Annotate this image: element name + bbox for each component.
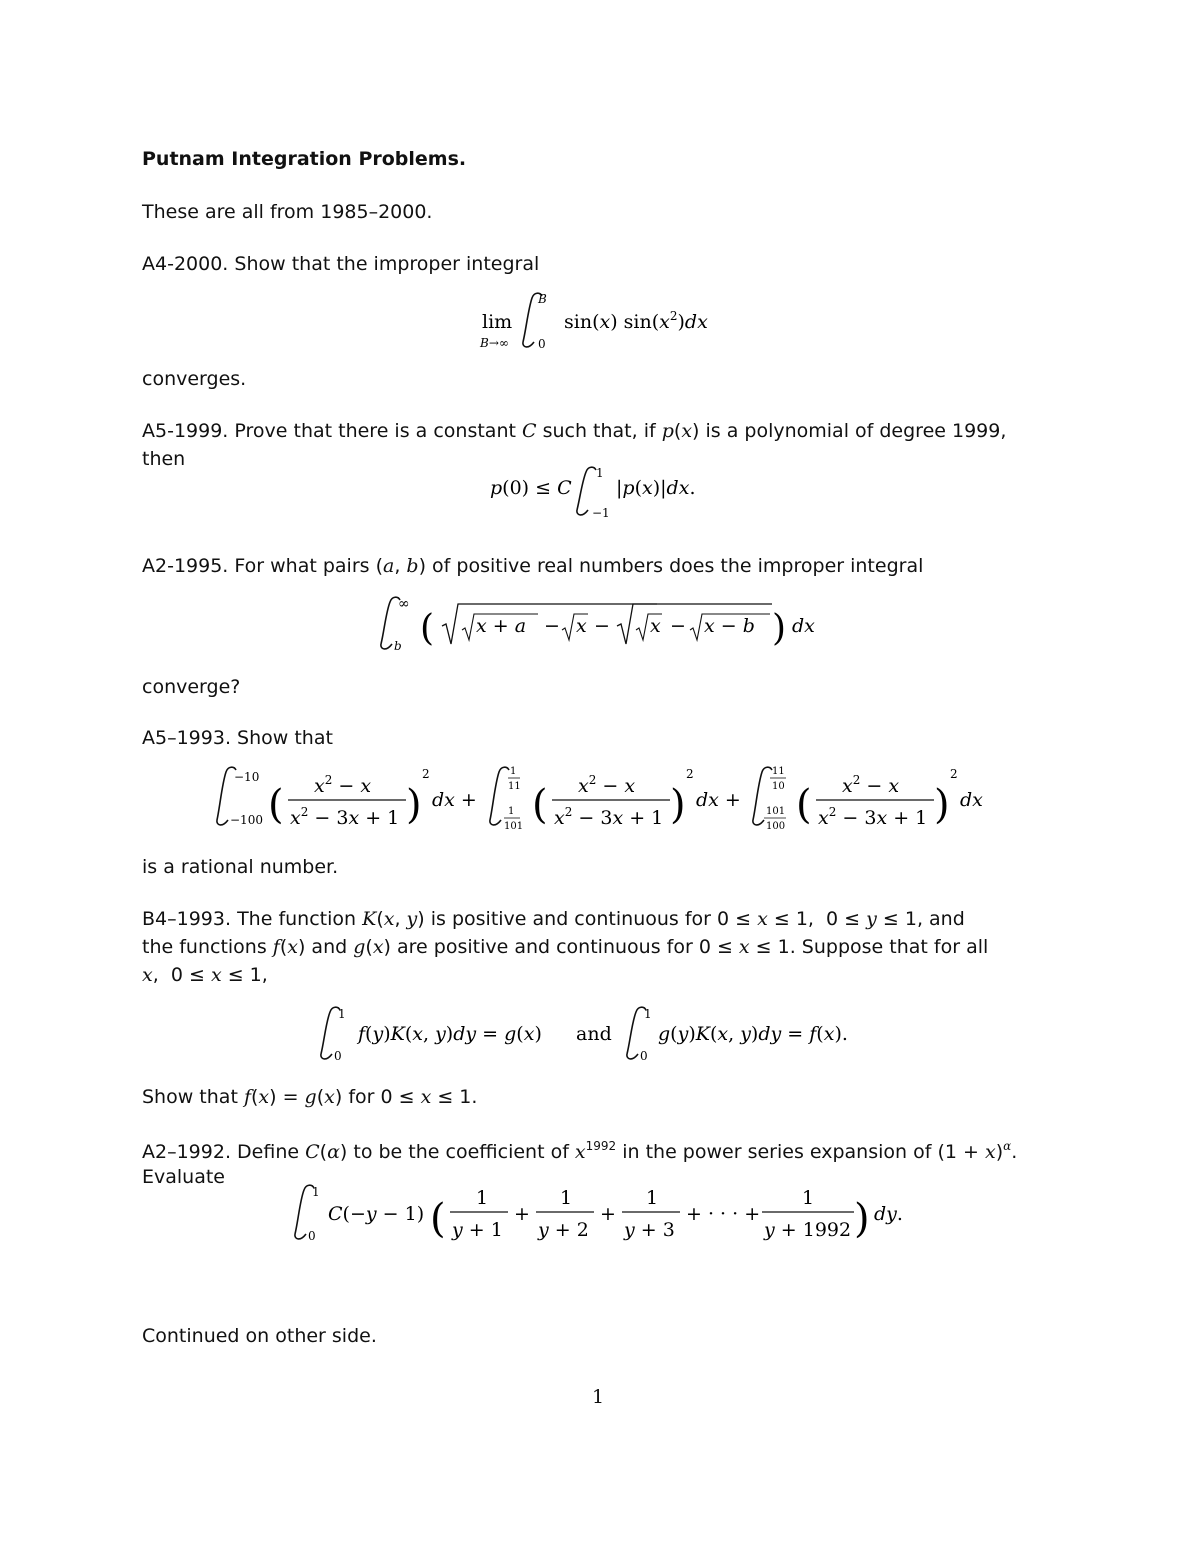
problem-text: of positive real numbers does the improper integral xyxy=(426,555,924,577)
problem-a5-1993-statement xyxy=(142,729,333,748)
problem-a2-1992-line1: A2–1992. Define C(α) to be the coefficient of $x^{1992}$ in the power series expansion of $(1 + x)^\alpha$. xyxy=(142,1139,1018,1163)
svg-text:1: 1 xyxy=(560,1187,573,1209)
svg-text:0: 0 xyxy=(538,337,546,351)
svg-text:x: x xyxy=(576,615,587,637)
problem-text: to be the coefficient of xyxy=(347,1141,575,1163)
svg-text:1: 1 xyxy=(510,766,517,777)
svg-text:C(−y − 1): C(−y − 1) xyxy=(328,1203,425,1225)
svg-text:x2 − 3x + 1: $x^2 - 3x + 1$ xyxy=(290,805,400,829)
svg-text:x: x xyxy=(650,615,661,637)
svg-text:−: − xyxy=(544,615,560,637)
svg-text:dy.: dy. xyxy=(874,1203,903,1225)
problem-b4-1993-line3: x, 0 ≤ x ≤ 1, xyxy=(142,964,268,986)
svg-text:sin(x) sin(x2)dx: sin(x) $\sin(x^2)dx$ xyxy=(564,309,708,333)
problem-text: Show that xyxy=(237,727,333,749)
svg-text:11: 11 xyxy=(508,781,521,792)
svg-text:0: 0 xyxy=(308,1229,316,1243)
problem-a5-1993-after: is a rational number. xyxy=(142,856,339,878)
svg-text:11: 11 xyxy=(772,766,785,777)
svg-text:(: ( xyxy=(532,782,548,828)
svg-text:1: 1 xyxy=(508,806,515,817)
svg-text:(: ( xyxy=(430,1196,446,1242)
problem-label: A2-1995. xyxy=(142,555,229,577)
svg-text:x2 − x: $x^2 - x$ xyxy=(578,773,636,797)
svg-text:): ) xyxy=(670,782,686,828)
problem-label: A5-1999. xyxy=(142,420,229,442)
problem-text: is a polynomial of degree 1999, xyxy=(699,420,1007,442)
problem-a5-1999-statement: A5-1999. Prove that there is a constant C such that, if p(x) is a polynomial of degree 1999, xyxy=(142,420,1007,442)
svg-text:y + 3: y + 3 xyxy=(624,1219,675,1241)
problem-a4-2000-after: converges. xyxy=(142,368,247,390)
problem-text: Show that the improper integral xyxy=(234,253,540,275)
problem-a5-1999-then: then xyxy=(142,448,186,470)
svg-text:B: B xyxy=(538,292,547,306)
svg-text:10: 10 xyxy=(772,781,785,792)
svg-text:1: 1 xyxy=(312,1185,320,1199)
svg-text:x − b: x − b xyxy=(704,615,755,637)
svg-text:B→∞: B→∞ xyxy=(480,336,509,350)
problem-text: in the power series expansion of xyxy=(616,1141,938,1163)
problem-label: B4–1993. xyxy=(142,908,232,930)
svg-text:): ) xyxy=(854,1196,870,1242)
problem-text: and xyxy=(305,936,354,958)
svg-text:−100: −100 xyxy=(230,813,263,827)
problem-label: A4-2000. xyxy=(142,253,229,275)
svg-text:+: + xyxy=(514,1203,530,1225)
svg-text:1: 1 xyxy=(338,1007,346,1021)
svg-text:dx +: dx + xyxy=(432,789,477,811)
problem-text: Show that xyxy=(142,1086,244,1108)
svg-text:101: 101 xyxy=(766,806,786,817)
svg-text:1: 1 xyxy=(596,466,604,480)
document-title: Putnam Integration Problems. xyxy=(142,148,467,170)
svg-text:1: 1 xyxy=(476,1187,489,1209)
svg-text:1: 1 xyxy=(802,1187,815,1209)
svg-text:∞: ∞ xyxy=(398,596,410,612)
svg-text:|p(x)|dx.: |p(x)|dx. xyxy=(616,477,696,499)
svg-text:2: 2 xyxy=(686,767,694,781)
svg-text:2: 2 xyxy=(950,767,958,781)
equation-a4-2000 xyxy=(470,290,750,360)
svg-text:): ) xyxy=(772,608,787,649)
svg-text:+ · · · +: + · · · + xyxy=(686,1203,761,1225)
svg-text:x2 − 3x + 1: $x^2 - 3x + 1$ xyxy=(554,805,664,829)
svg-text:f(y)K(x, y)dy = g(x): f(y)K(x, y)dy = g(x) xyxy=(358,1023,542,1045)
problem-text: . Suppose that for all xyxy=(789,936,989,958)
svg-text:dx +: dx + xyxy=(696,789,741,811)
intro-text: These are all from 1985–2000. xyxy=(142,201,433,223)
continued-note: Continued on other side. xyxy=(142,1325,377,1347)
problem-a2-1995-after: converge? xyxy=(142,676,241,698)
problem-b4-1993-line2: the functions f(x) and g(x) are positive and continuous for 0 ≤ x ≤ 1. Suppose that for all xyxy=(142,936,989,958)
problem-a2-1992-line2: Evaluate xyxy=(142,1166,225,1188)
svg-text:+: + xyxy=(600,1203,616,1225)
svg-text:(: ( xyxy=(268,782,284,828)
problem-b4-1993-line1: B4–1993. The function K(x, y) is positive and continuous for 0 ≤ x ≤ 1, 0 ≤ y ≤ 1, and xyxy=(142,908,965,930)
svg-text:y + 2: y + 2 xyxy=(538,1219,589,1241)
problem-text: The function xyxy=(237,908,363,930)
problem-label: A5–1993. xyxy=(142,727,231,749)
svg-text:2: 2 xyxy=(422,767,430,781)
problem-text: for xyxy=(342,1086,381,1108)
problem-label: A2–1992. xyxy=(142,1141,231,1163)
svg-text:): ) xyxy=(406,782,422,828)
svg-text:g(y)K(x, y)dy = f(x).: g(y)K(x, y)dy = f(x). xyxy=(658,1023,848,1045)
problem-a4-2000-statement xyxy=(142,255,539,274)
equation-b4-1993 xyxy=(316,1006,896,1066)
svg-text:p(0) ≤ C: p(0) ≤ C xyxy=(490,477,572,499)
svg-text:100: 100 xyxy=(766,821,786,832)
problem-text: are positive and continuous for xyxy=(390,936,699,958)
problem-text: such that, if xyxy=(536,420,662,442)
svg-text:dx: dx xyxy=(792,615,815,637)
page-number: 1 xyxy=(592,1386,605,1408)
problem-text: the functions xyxy=(142,936,273,958)
svg-text:y + 1: y + 1 xyxy=(452,1219,503,1241)
svg-text:1: 1 xyxy=(646,1187,659,1209)
svg-text:x2 − x: $x^2 - x$ xyxy=(842,773,900,797)
svg-text:−10: −10 xyxy=(234,770,260,784)
svg-text:101: 101 xyxy=(504,821,524,832)
problem-text: For what pairs xyxy=(234,555,376,577)
svg-text:−: − xyxy=(670,615,686,637)
svg-text:): ) xyxy=(934,782,950,828)
equation-a5-1999 xyxy=(480,466,740,522)
equation-a2-1992 xyxy=(290,1182,930,1248)
and-word: and xyxy=(576,1023,612,1045)
svg-text:−1: −1 xyxy=(592,506,610,520)
problem-text: is positive and continuous for xyxy=(424,908,718,930)
svg-text:−: − xyxy=(594,615,610,637)
svg-text:(: ( xyxy=(796,782,812,828)
svg-text:0: 0 xyxy=(334,1049,342,1063)
problem-text: Define xyxy=(237,1141,306,1163)
problem-a2-1995-statement: A2-1995. For what pairs (a, b) of positive real numbers does the improper integral xyxy=(142,555,924,577)
problem-b4-1993-after: Show that f(x) = g(x) for 0 ≤ x ≤ 1. xyxy=(142,1086,478,1108)
svg-text:b: b xyxy=(394,639,402,653)
svg-text:lim: lim xyxy=(482,311,513,333)
equation-a2-1995 xyxy=(372,594,832,660)
svg-text:(: ( xyxy=(420,608,435,649)
problem-text: , xyxy=(152,964,159,986)
problem-text: Prove that there is a constant xyxy=(234,420,522,442)
svg-text:x2 − x: $x^2 - x$ xyxy=(314,773,372,797)
svg-text:x + a: x + a xyxy=(476,615,527,637)
svg-text:0: 0 xyxy=(640,1049,648,1063)
equation-a5-1993 xyxy=(206,760,996,840)
svg-text:y + 1992: y + 1992 xyxy=(764,1219,852,1241)
svg-text:dx: dx xyxy=(960,789,983,811)
svg-text:1: 1 xyxy=(644,1007,652,1021)
svg-text:x2 − 3x + 1: $x^2 - 3x + 1$ xyxy=(818,805,928,829)
problem-text: , and xyxy=(916,908,965,930)
